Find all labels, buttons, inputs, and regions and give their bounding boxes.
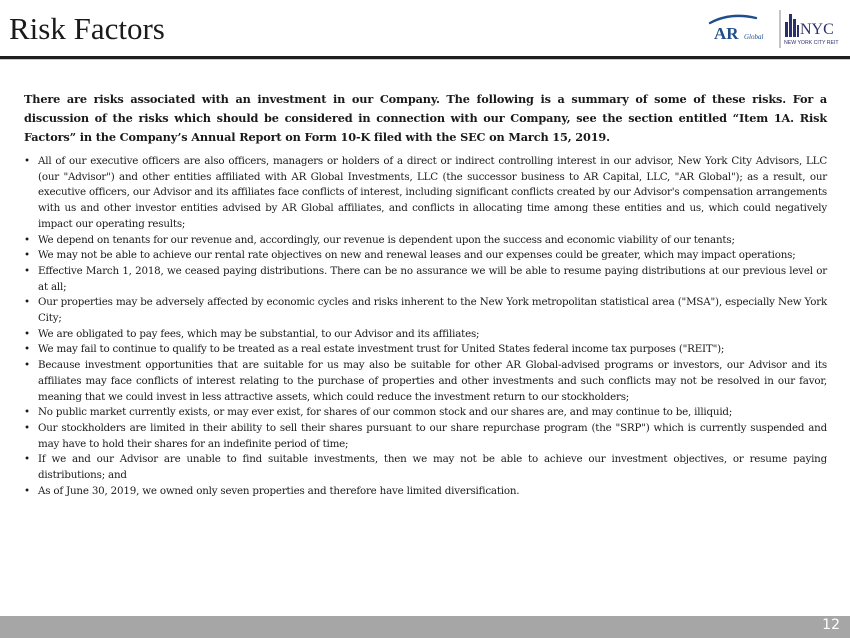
bullet-icon: •: [24, 264, 30, 277]
risk-factor-text: Effective March 1, 2018, we ceased paying distributions. There can be no assurance we will be able to resume paying distributions at our previous level or at all;: [38, 264, 827, 293]
risk-factor-text: We may fail to continue to qualify to be treated as a real estate investment trust for United States federal income tax purposes ("REIT");: [38, 343, 725, 356]
risk-factor-text: We are obligated to pay fees, which may be substantial, to our Advisor and its affiliates;: [38, 327, 480, 340]
risk-factor-text: We may not be able to achieve our rental rate objectives on new and renewal leases and our expenses could be greater, which may impact operations;: [38, 249, 796, 262]
risk-factor-text: Our properties may be adversely affected by economic cycles and risks inherent to the New York metropolitan statistical area ("MSA"), especially New York City;: [38, 296, 827, 325]
company-logos: [706, 8, 846, 50]
bullet-icon: •: [24, 406, 30, 419]
page-title: Risk Factors: [9, 11, 165, 46]
bullet-icon: •: [24, 249, 30, 262]
risk-factor-text: Because investment opportunities that are suitable for us may also be suitable for other AR Global-advised programs or investors, our Advisor and its affiliates may face conflicts of interest relating to the purchase of properties and other investments and such conflicts may not be resolved in our favor, meaning that we could invest in less attractive assets, which could reduce the investment return to our stockholders;: [38, 359, 827, 403]
bullet-icon: •: [24, 484, 30, 497]
skyline-icon: [785, 14, 799, 37]
bullet-icon: •: [24, 296, 30, 309]
footer-bar: [0, 616, 850, 638]
risk-factor-item: [24, 233, 827, 249]
nyc-logo-text: NYC: [800, 21, 834, 38]
ar-logo-subtext: Global: [744, 33, 764, 41]
ar-logo-text: AR: [714, 24, 739, 43]
page-number: 12: [822, 617, 840, 633]
bullet-icon: •: [24, 327, 30, 340]
risk-factor-item: [24, 405, 827, 421]
risk-factor-list: [24, 154, 827, 499]
title-divider-shadow: [0, 59, 850, 60]
risk-factor-text: All of our executive officers are also officers, managers or holders of a direct or indirect controlling interest in our advisor, New York City Advisors, LLC (our "Advisor") and other entities affiliated with AR Global Investments, LLC (the successor business to AR Capital, LLC, "AR Global"); as a result, our executive officers, our Advisor and its affiliates face conflicts of interest, including significant conflicts created by our Advisor's compensation arrangements with us and other investor entities advised by AR Global affiliates, and conflicts in allocating time among these entities and us, which could negatively impact our operating results;: [38, 155, 827, 230]
risk-factor-text: As of June 30, 2019, we owned only seven properties and therefore have limited diversification.: [38, 484, 520, 497]
risk-factor-item: [24, 327, 827, 343]
risk-factor-item: [24, 421, 827, 452]
risk-factor-text: If we and our Advisor are unable to find suitable investments, then we may not be able to achieve our investment objectives, or resume paying distributions; and: [38, 453, 827, 482]
risk-factor-item: [24, 295, 827, 326]
ar-global-logo: [710, 16, 764, 43]
risk-factor-item: [24, 484, 827, 500]
nyc-reit-logo: [784, 14, 839, 46]
bullet-icon: •: [24, 155, 30, 167]
risk-factor-item: [24, 452, 827, 483]
risk-factor-text: No public market currently exists, or may ever exist, for shares of our common stock and our shares are, and may continue to be, illiquid;: [38, 406, 733, 419]
intro-paragraph: There are risks associated with an investment in our Company. The following is a summary of some of these risks. For a discussion of the risks which should be considered in connection with our Company, see the section entitled “Item 1A. Risk Factors” in the Company’s Annual Report on Form 10-K filed with the SEC on March 15, 2019.: [24, 92, 827, 145]
bullet-icon: •: [24, 343, 30, 356]
bullet-icon: •: [24, 359, 30, 372]
ar-global-swoosh-icon: [710, 16, 756, 23]
risk-factor-item: [24, 342, 827, 358]
risk-factor-item: [24, 248, 827, 264]
risk-factor-item: [24, 154, 827, 233]
risk-factor-text: We depend on tenants for our revenue and, accordingly, our revenue is dependent upon the success and economic viability of our tenants;: [38, 233, 735, 246]
risk-factor-text: Our stockholders are limited in their ability to sell their shares pursuant to our share repurchase program (the "SRP") which is currently suspended and may have to hold their shares for an indefinite period of time;: [38, 421, 827, 450]
bullet-icon: •: [24, 453, 30, 466]
risk-factor-item: [24, 264, 827, 295]
nyc-logo-subtext: NEW YORK CITY REIT: [784, 40, 839, 46]
risk-factor-item: [24, 358, 827, 405]
bullet-icon: •: [24, 233, 30, 246]
bullet-icon: •: [24, 421, 30, 434]
